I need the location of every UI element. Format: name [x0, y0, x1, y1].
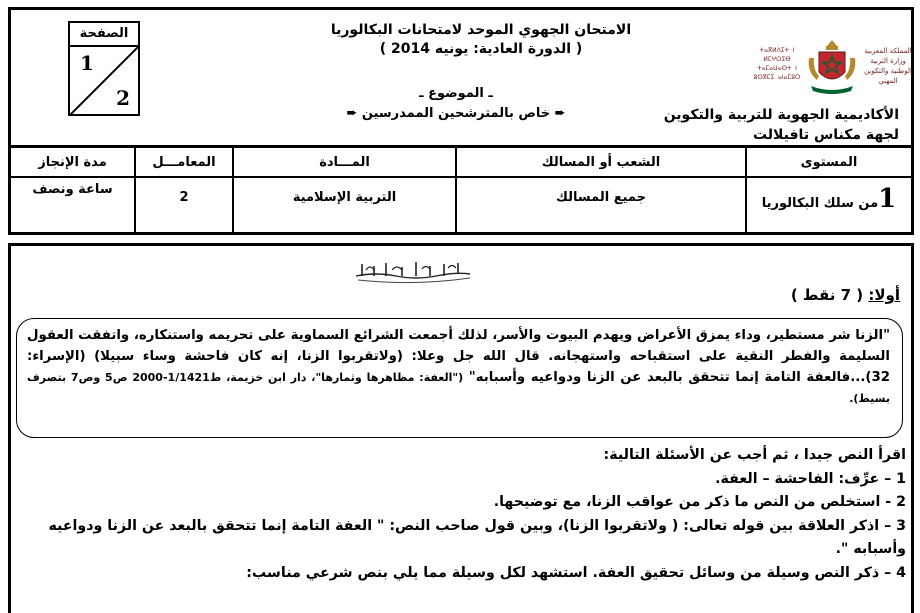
passage-source: ("العفة: مظاهرها وثمارها"، دار ابن خزيمة، ط1/1421-2000 ص5 وص7 بتصرف بسيط). [27, 371, 890, 405]
exam-header [8, 7, 914, 235]
exam-title-line1: الامتحان الجهوي الموحد لامتحانات البكالوريا [330, 22, 632, 38]
level-value [747, 178, 911, 214]
section-points: ( 7 نقط ) [790, 286, 864, 304]
page-current: 1 [80, 51, 94, 75]
section-label: أولا: [868, 286, 900, 304]
duration-value: ساعة ونصف [32, 182, 113, 197]
branches-label: الشعب أو المسالك [457, 148, 745, 178]
duration-column [11, 148, 134, 232]
subject-note [301, 84, 611, 124]
level-text: من سلك البكالوريا [761, 196, 879, 211]
section-one-title [791, 286, 900, 304]
text-passage-box [16, 318, 903, 438]
level-number: 1 [878, 184, 897, 214]
moroccan-emblem-icon [801, 36, 863, 98]
coefficient-label: المعامـــل [136, 148, 232, 178]
ministry-tifinagh: ⵜⴰⴳⵍⴷⵉⵜ ⵏ ⵍⵎⵖⵔⵉⴱ ⵜⴰⵎⴰⵡⴰⵙⵜ ⵏ ⵓⵙⴳⵎⵉ ⴰⵏⴰⵎⵓⵔ [753, 47, 801, 81]
subject-label: المـــادة [234, 148, 455, 178]
question-2: 2 - استخلص من النص ما ذكر من عواقب الزنا، مع توضيحها. [493, 494, 906, 510]
coefficient-column [134, 148, 232, 232]
page-number-box [68, 21, 140, 116]
branches-column [455, 148, 745, 232]
question-3: 3 – اذكر العلاقة بين قوله تعالى: ( ولاتقربوا الزنا)، وبين قول صاحب النص: " العفة التامة إنما تتحقق بالبعد عن الزنا ودواعيه وأسبابه ". [48, 517, 906, 557]
subject-value: التربية الإسلامية [292, 190, 397, 205]
subject-label: ـ الموضوع ـ [419, 86, 493, 101]
exam-session: ( الدورة العادية: يونيه 2014 ) [379, 41, 583, 57]
passage-text: "الزنا شر مستطير، وداء يمزق الأعراض ويهدم البيوت والأسر، لذلك أجمعت الشرائع السماوية على تحريمه واستنكاره، واتفقت العقول السليمة والفطر النقية على استقباحه واستهجانه. قال الله جل وعلا: (ولاتقربوا الزنا، إنه كان فاحشة وساء سبيلا) (الإسراء: 32)...فالعفة التامة إنما تتحقق بالبعد عن الزنا ودواعيه وأسبابه" [27, 328, 890, 385]
question-1: 1 – عرِّف: الفاحشة – العفة. [715, 470, 906, 487]
coefficient-value: 2 [179, 190, 189, 205]
candidates-note: ➨ خاص بالمترشحين الممدرسين ➨ [346, 106, 566, 121]
academy-name [639, 105, 899, 145]
academy-line1: الأكاديمية الجهوية للتربية والتكوين [663, 107, 899, 123]
ministry-arabic: المملكة المغربية وزارة التربية الوطنية والتكوين المهني [864, 47, 912, 85]
exam-title [301, 21, 661, 59]
subject-column [232, 148, 455, 232]
questions-list [16, 444, 906, 585]
branches-value: جميع المسالك [556, 190, 646, 205]
page-label: الصفحة [70, 23, 138, 47]
question-4: 4 – ذكر النص وسيلة من وسائل تحقيق العفة. استشهد لكل وسيلة مما يلي بنص شرعي مناسب: [246, 564, 906, 581]
level-column [745, 148, 911, 232]
page-total: 2 [116, 86, 130, 110]
duration-label: مدة الإنجاز [11, 148, 134, 178]
level-label: المستوى [747, 148, 911, 178]
questions-intro: اقرأ النص جيدا ، ثم أجب عن الأسئلة التالية: [603, 447, 906, 463]
header-top-band [11, 10, 911, 148]
basmala-calligraphy [352, 256, 474, 284]
exam-info-table [11, 148, 911, 232]
academy-line2: لجهة مكناس تافيلالت [752, 127, 899, 143]
